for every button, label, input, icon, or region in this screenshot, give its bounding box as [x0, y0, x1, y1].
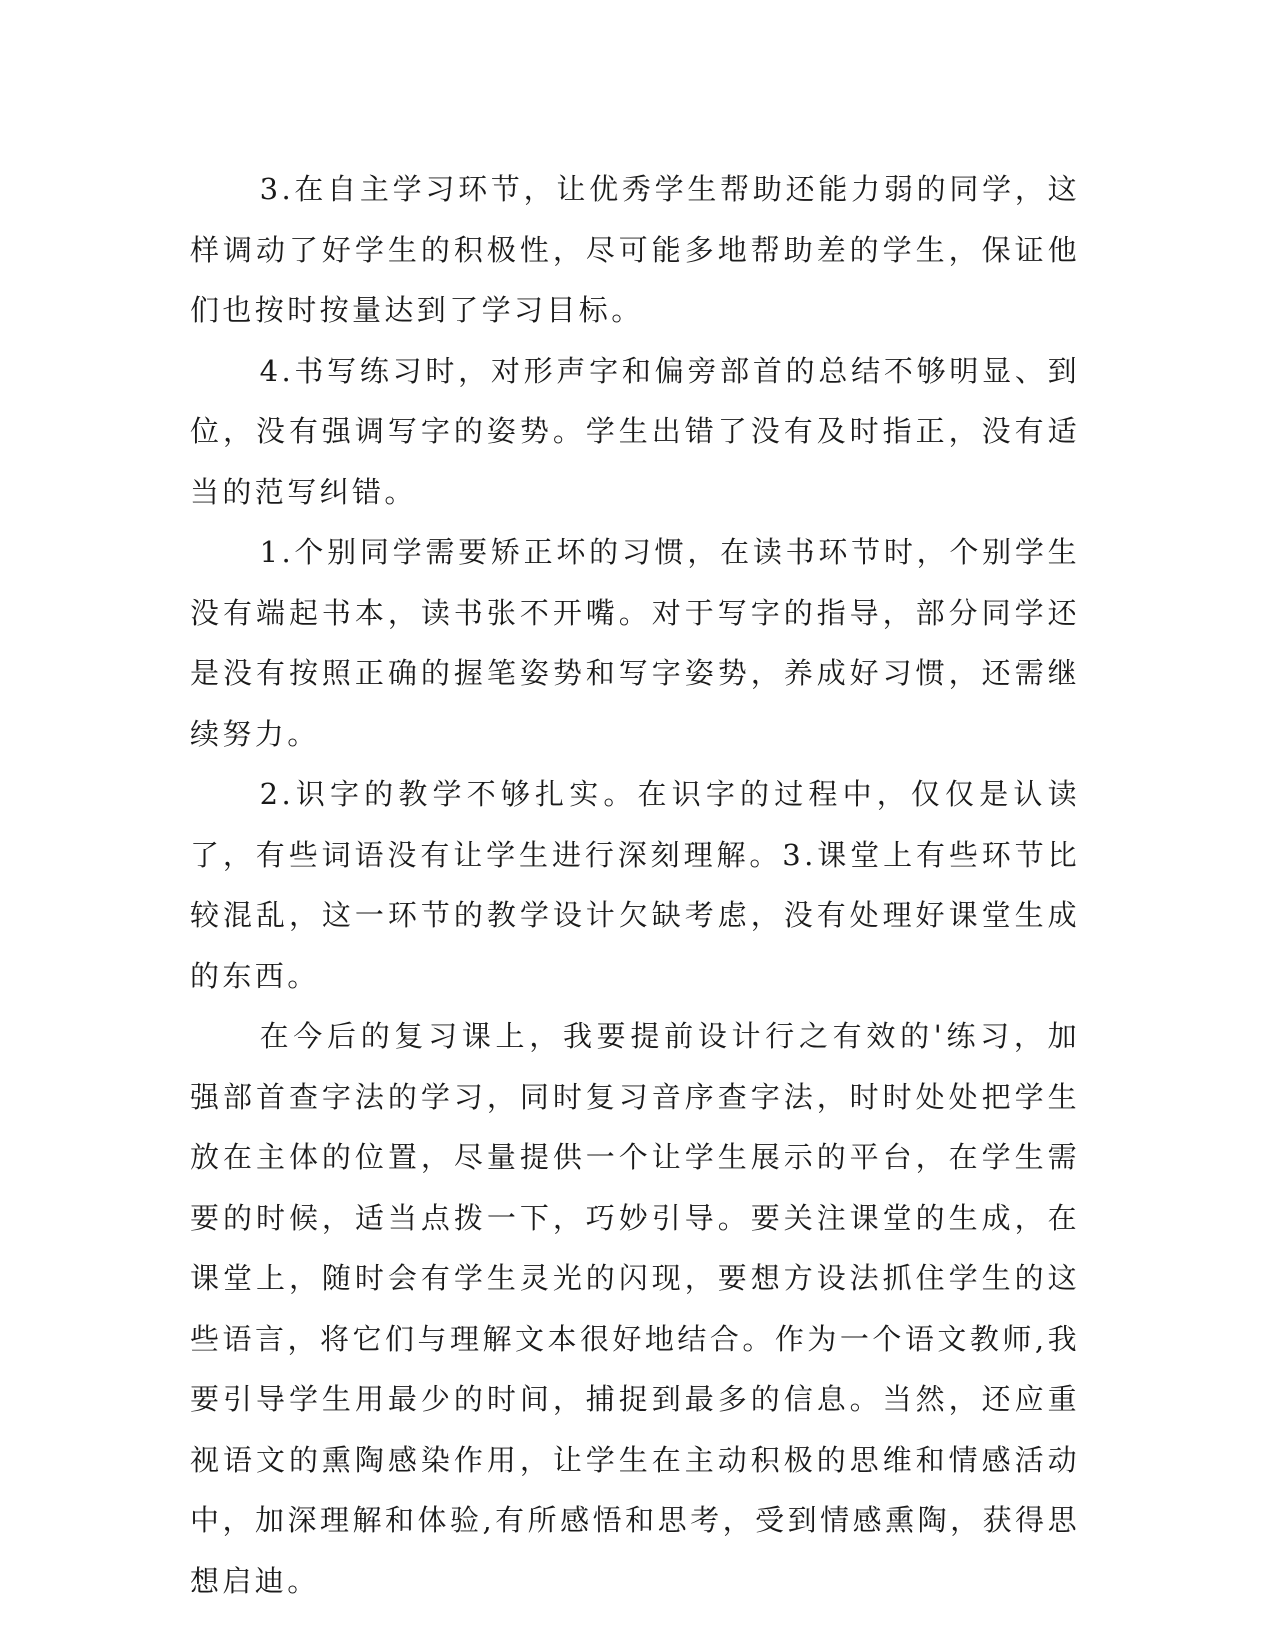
- paragraph-habits: 1.个别同学需要矫正坏的习惯，在读书环节时，个别学生没有端起书本，读书张不开嘴。对于写字的指导，部分同学还是没有按照正确的握笔姿势和写字姿势，养成好习惯，还需继续努力。: [190, 535, 1080, 751]
- paragraph-literacy-teaching: 2.识字的教学不够扎实。在识字的过程中，仅仅是认读了，有些词语没有让学生进行深刻理解。3.课堂上有些环节比较混乱，这一环节的教学设计欠缺考虑，没有处理好课堂生成的东西。: [190, 777, 1080, 993]
- paragraph-writing-practice: 4.书写练习时，对形声字和偏旁部首的总结不够明显、到位，没有强调写字的姿势。学生出错了没有及时指正，没有适当的范写纠错。: [190, 353, 1080, 509]
- paragraph-future-plans: 在今后的复习课上，我要提前设计行之有效的'练习，加强部首查字法的学习，同时复习音序查字法，时时处处把学生放在主体的位置，尽量提供一个让学生展示的平台，在学生需要的时候，适当点拨一下，巧妙引导。要关注课堂的生成，在课堂上，随时会有学生灵光的闪现，要想方设法抓住学生的这些语言，将它们与理解文本很好地结合。作为一个语文教师,我要引导学生用最少的时间，捕捉到最多的信息。当然，还应重视语文的熏陶感染作用，让学生在主动积极的思维和情感活动中，加深理解和体验,有所感悟和思考，受到情感熏陶，获得思想启迪。: [190, 1019, 1080, 1598]
- document-body: [190, 159, 1080, 1611]
- paragraph-self-study: 3.在自主学习环节，让优秀学生帮助还能力弱的同学，这样调动了好学生的积极性，尽可能多地帮助差的学生，保证他们也按时按量达到了学习目标。: [190, 172, 1080, 327]
